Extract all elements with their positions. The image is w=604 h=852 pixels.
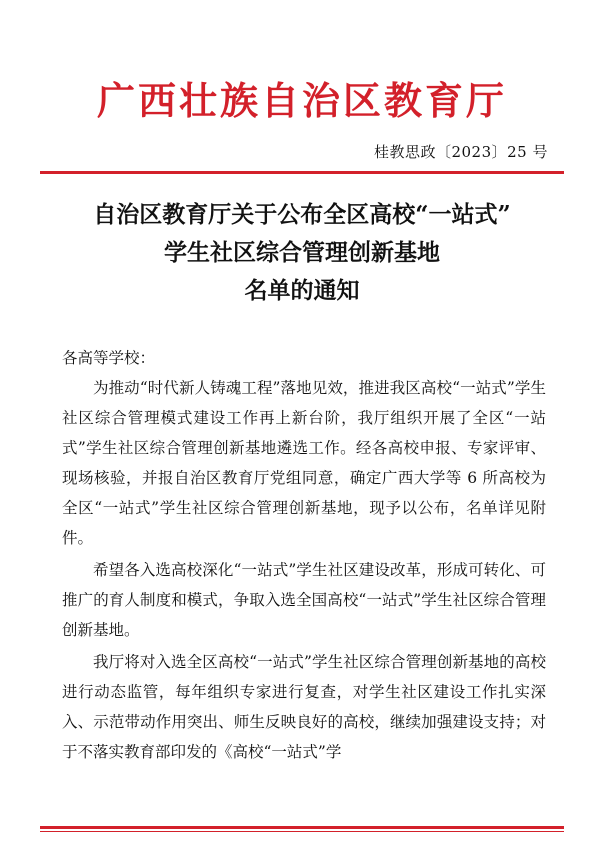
- notice-title-line-3: 名单的通知: [244, 277, 360, 304]
- salutation: 各高等学校：: [62, 349, 156, 367]
- footer-divider: [40, 826, 564, 832]
- masthead-title: 广西壮族自治区教育厅: [96, 78, 507, 123]
- notice-title-line-1: 自治区教育厅关于公布全区高校“一站式”: [93, 201, 511, 228]
- body-paragraph-2: 希望各入选高校深化“一站式”学生社区建设改革，形成可转化、可推广的育人制度和模式，争取入选全国高校“一站式”学生社区综合管理创新基地。: [62, 561, 546, 639]
- notice-body: [62, 343, 546, 767]
- body-paragraph-1: 为推动“时代新人铸魂工程”落地见效，推进我区高校“一站式”学生社区综合管理模式建设工作再上新台阶，我厅组织开展了全区“一站式”学生社区综合管理创新基地遴选工作。经各高校申报、专家评审、现场核验，并报自治区教育厅党组同意，确定广西大学等 6 所高校为全区“一站式”学生社区综合管理创新基地，现予以公布，名单详见附件。: [62, 379, 546, 547]
- body-paragraph-3: 我厅将对入选全区高校“一站式”学生社区综合管理创新基地的高校进行动态监管，每年组织专家进行复查，对学生社区建设工作扎实深入、示范带动作用突出、师生反映良好的高校，继续加强建设支持；对于不落实教育部印发的《高校“一站式”学: [62, 653, 546, 761]
- notice-title: [0, 196, 604, 310]
- notice-title-line-2: 学生社区综合管理创新基地: [164, 239, 440, 266]
- footer-divider-thin: [40, 831, 564, 832]
- footer-divider-thick: [40, 826, 564, 829]
- header-divider: [40, 171, 564, 174]
- document-number: 桂教思政〔2023〕25 号: [373, 143, 548, 161]
